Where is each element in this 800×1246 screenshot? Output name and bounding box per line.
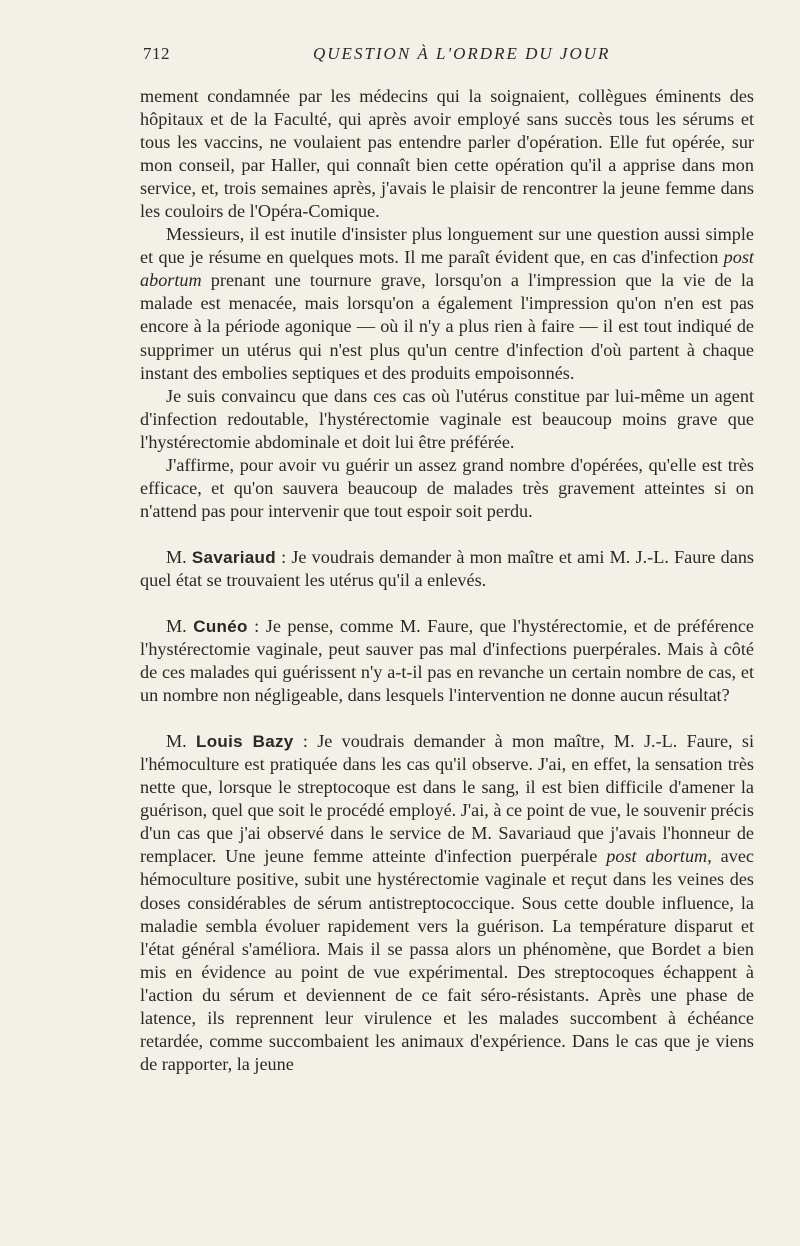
speaker-prefix: M. [166, 546, 192, 567]
speech-savariaud [140, 546, 754, 592]
speech-text: , avec hémoculture positive, subit une hystérectomie vaginale et reçut dans les veines des doses considérables de sérum antistreptococcique. Sous cette double influence, la maladie sembla évoluer rapidement vers la guérison. La température disparut et l'état général s'améliora. Mais il se passa alors un phénomène, que Bordet a bien mis en évidence au point de vue expérimental. Des streptocoques échappent à l'action du sérum et deviennent de ce fait séro-résistants. Après une phase de latence, ils reprennent leur virulence et les malades succombent à échéance retardée, comme succombaient les animaux d'expérience. Dans le cas que je viens de rapporter, la jeune [140, 846, 754, 1074]
speech-text: : Je voudrais demander à mon maître, M. J.-L. Faure, si l'hémoculture est pratiquée dans les cas qu'il observe. J'ai, en effet, la sensation très nette que, lorsque le streptocoque est dans le sang, il est bien difficile d'amener la guérison, quel que soit le procédé employé. J'ai, à ce point de vue, le souvenir précis d'un cas que j'ai observé dans le service de M. Savariaud que j'avais l'honneur de remplacer. Une jeune femme atteinte d'infection puerpérale [140, 731, 754, 867]
speaker-name: Savariaud [191, 547, 276, 567]
speech-louis-bazy [140, 730, 754, 1076]
speech-cuneo [140, 615, 754, 707]
speech-text: : Je pense, comme M. Faure, que l'hystérectomie, et de préférence l'hystérectomie vaginale, peut sauver pas mal d'infections puerpérales. Mais à côté de ces malades qui guérissent n'y a-t-il pas en revanche un certain nombre de cas, et un nombre non négligeable, dans lesquels l'intervention ne donne aucun résultat? [140, 615, 754, 706]
paragraph-affirme: J'affirme, pour avoir vu guérir un assez grand nombre d'opérées, qu'elle est très efficace, et qu'on sauvera beaucoup de malades très gravement atteintes si on n'attend pas pour intervenir que tout espoir soit perdu. [140, 454, 754, 521]
text-run: Messieurs, il est inutile d'insister plus longuement sur une question aussi simple et que je résume en quelques mots. Il me paraît évident que, en cas d'infection [140, 224, 754, 268]
speaker-prefix: M. [166, 731, 197, 752]
italic-term: post abortum [606, 846, 708, 867]
speaker-name: Cunéo [193, 616, 248, 636]
running-title: QUESTION À L'ORDRE DU JOUR [313, 44, 611, 63]
body-text [140, 85, 754, 1076]
italic-term: post abortum [140, 247, 754, 291]
speaker-name: Louis Bazy [196, 732, 294, 752]
paragraph-continuation: mement condamnée par les médecins qui la soignaient, collègues éminents des hôpitaux et de la Faculté, qui après avoir employé sans succès tous les sérums et tous les vaccins, ne voulaient pas entendre parler d'opération. Elle fut opérée, sur mon conseil, par Haller, qui connaît bien cette opération qu'il a apprise dans mon service, et, trois semaines après, j'avais le plaisir de rencontrer la jeune femme dans les couloirs de l'Opéra-Comique. [140, 86, 754, 222]
speech-text: : Je voudrais demander à mon maître et ami M. J.-L. Faure dans quel état se trouvaient les utérus qu'il a enlevés. [140, 546, 755, 590]
page-number: 712 [143, 44, 170, 63]
text-run: prenant une tournure grave, lorsqu'on a l'impression que la vie de la malade est menacée, mais lorsqu'on a également l'impression qu'on n'en est pas encore à la période agonique — où il n'y a plus rien à faire — il est tout indiqué de supprimer un utérus qui n'est plus qu'un centre d'infection d'où partent à chaque instant des embolies septiques et des produits empoisonnés. [140, 270, 754, 383]
page-header [143, 44, 755, 68]
paragraph-messieurs [140, 223, 754, 384]
paragraph-convaincu: Je suis convaincu que dans ces cas où l'utérus constitue par lui-même un agent d'infection redoutable, l'hystérectomie vaginale est beaucoup moins grave que l'hystérectomie abdominale et doit lui être préférée. [140, 385, 754, 452]
speaker-prefix: M. [166, 615, 194, 636]
